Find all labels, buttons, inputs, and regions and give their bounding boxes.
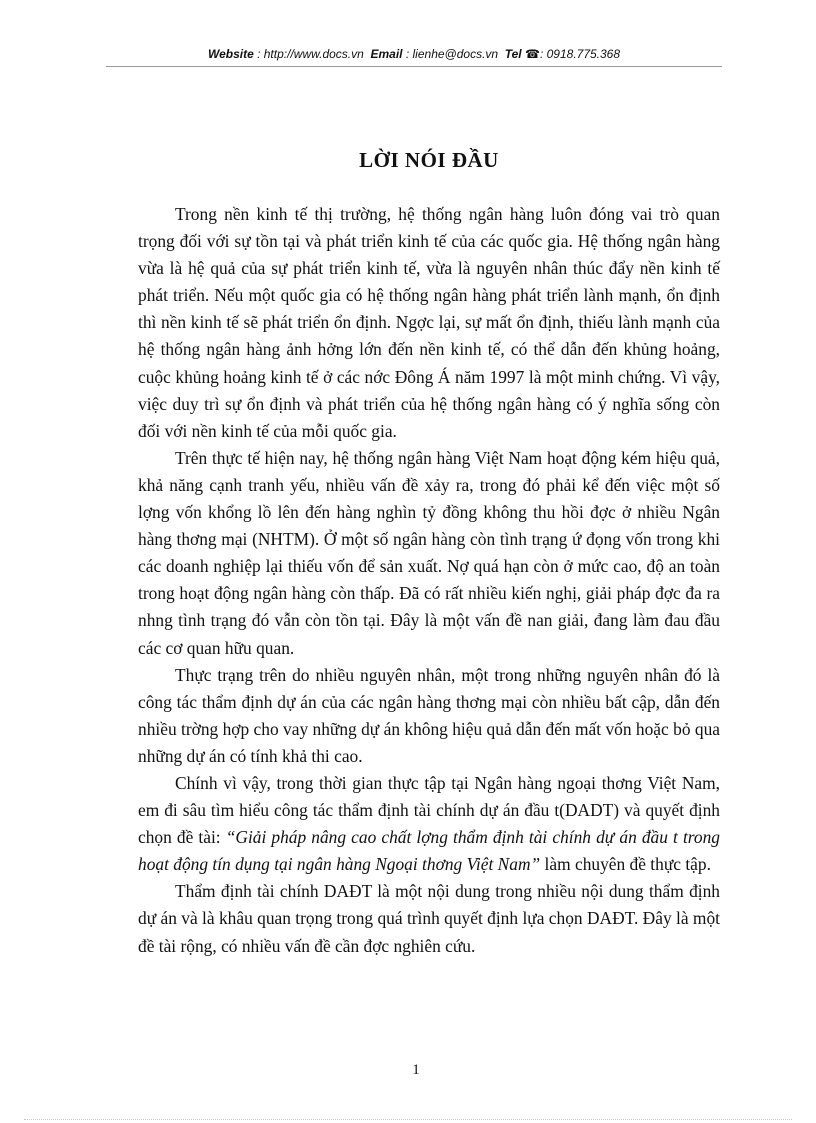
paragraph-5: Thẩm định tài chính DAĐT là một nội dung trong nhiều nội dung thẩm định dự án và là khâu quan trọng trong quá trình quyết định lựa chọn DAĐT. Đây là một đề tài rộng, có nhiều vấn đề cần đợc nghiên cứu.	[138, 881, 720, 956]
page-header	[106, 46, 722, 62]
paragraph-4-tail: làm chuyên đề thực tập.	[540, 854, 711, 875]
thesis-topic: “Giải pháp nâng cao chất lợng thẩm định tài chính dự án đầu t trong hoạt động tín dụng tại ngân hàng Ngoại thơng Việt Nam”	[138, 827, 721, 875]
paragraph-2: Trên thực tế hiện nay, hệ thống ngân hàng Việt Nam hoạt động kém hiệu quả, khả năng cạnh tranh yếu, nhiều vấn đề xảy ra, trong đó phải kể đến việc một số lợng vốn khổng lồ lên đến hàng nghìn tỷ đồng không thu hồi đợc ở nhiều Ngân hàng thơng mại (NHTM). Ở một số ngân hàng còn tình trạng ứ đọng vốn trong khi các doanh nghiệp lại thiếu vốn để sản xuất. Nợ quá hạn còn ở mức cao, độ an toàn trong hoạt động ngân hàng còn thấp. Đã có rất nhiều kiến nghị, giải pháp đợc đa ra nhng tình trạng đó vẫn còn tồn tại. Đây là một vấn đề nan giải, đang làm đau đầu các cơ quan hữu quan.	[138, 447, 720, 658]
website-label: Website	[207, 47, 254, 61]
email-value: : lienhe@docs.vn	[405, 47, 499, 61]
paragraph-4	[138, 770, 720, 878]
document-body	[138, 201, 720, 960]
footer-divider	[24, 1119, 792, 1120]
paragraph-4-lead: Chính vì vậy, trong thời gian thực tập tại Ngân hàng ngoại thơng Việt Nam, em đi sâu tìm hiểu công tác thẩm định tài chính dự án đầu t(DADT) và quyết định chọn đề tài:	[138, 772, 720, 848]
phone-icon: ☎	[525, 47, 540, 61]
header-divider	[106, 66, 722, 67]
page-number: 1	[412, 1062, 420, 1078]
page-title: LỜI NÓI ĐẦU	[359, 148, 499, 172]
website-value: : http://www.docs.vn	[257, 47, 364, 61]
tel-label: Tel	[504, 47, 522, 61]
paragraph-1: Trong nền kinh tế thị trường, hệ thống ngân hàng luôn đóng vai trò quan trọng đối với sự tồn tại và phát triển kinh tế của các quốc gia. Hệ thống ngân hàng vừa là hệ quả của sự phát triển kinh tế, vừa là nguyên nhân thúc đẩy nền kinh tế phát triển. Nếu một quốc gia có hệ thống ngân hàng phát triển lành mạnh, ổn định thì nền kinh tế sẽ phát triển ổn định. Ngợc lại, sự mất ổn định, thiếu lành mạnh của hệ thống ngân hàng ảnh hởng lớn đến nền kinh tế, có thể dẫn đến khủng hoảng, cuộc khủng hoảng kinh tế ở các nớc Đông Á năm 1997 là một minh chứng. Vì vậy, việc duy trì sự ổn định và phát triển của hệ thống ngân hàng có ý nghĩa sống còn đối với nền kinh tế của mỗi quốc gia.	[138, 204, 720, 441]
email-label: Email	[370, 47, 403, 61]
paragraph-3: Thực trạng trên do nhiều nguyên nhân, một trong những nguyên nhân đó là công tác thẩm định dự án của các ngân hàng thơng mại còn nhiều bất cập, dẫn đến nhiều trờng hợp cho vay những dự án không hiệu quả dẫn đến mất vốn hoặc bỏ qua những dự án có tính khả thi cao.	[138, 664, 720, 766]
tel-value: : 0918.775.368	[539, 47, 621, 61]
